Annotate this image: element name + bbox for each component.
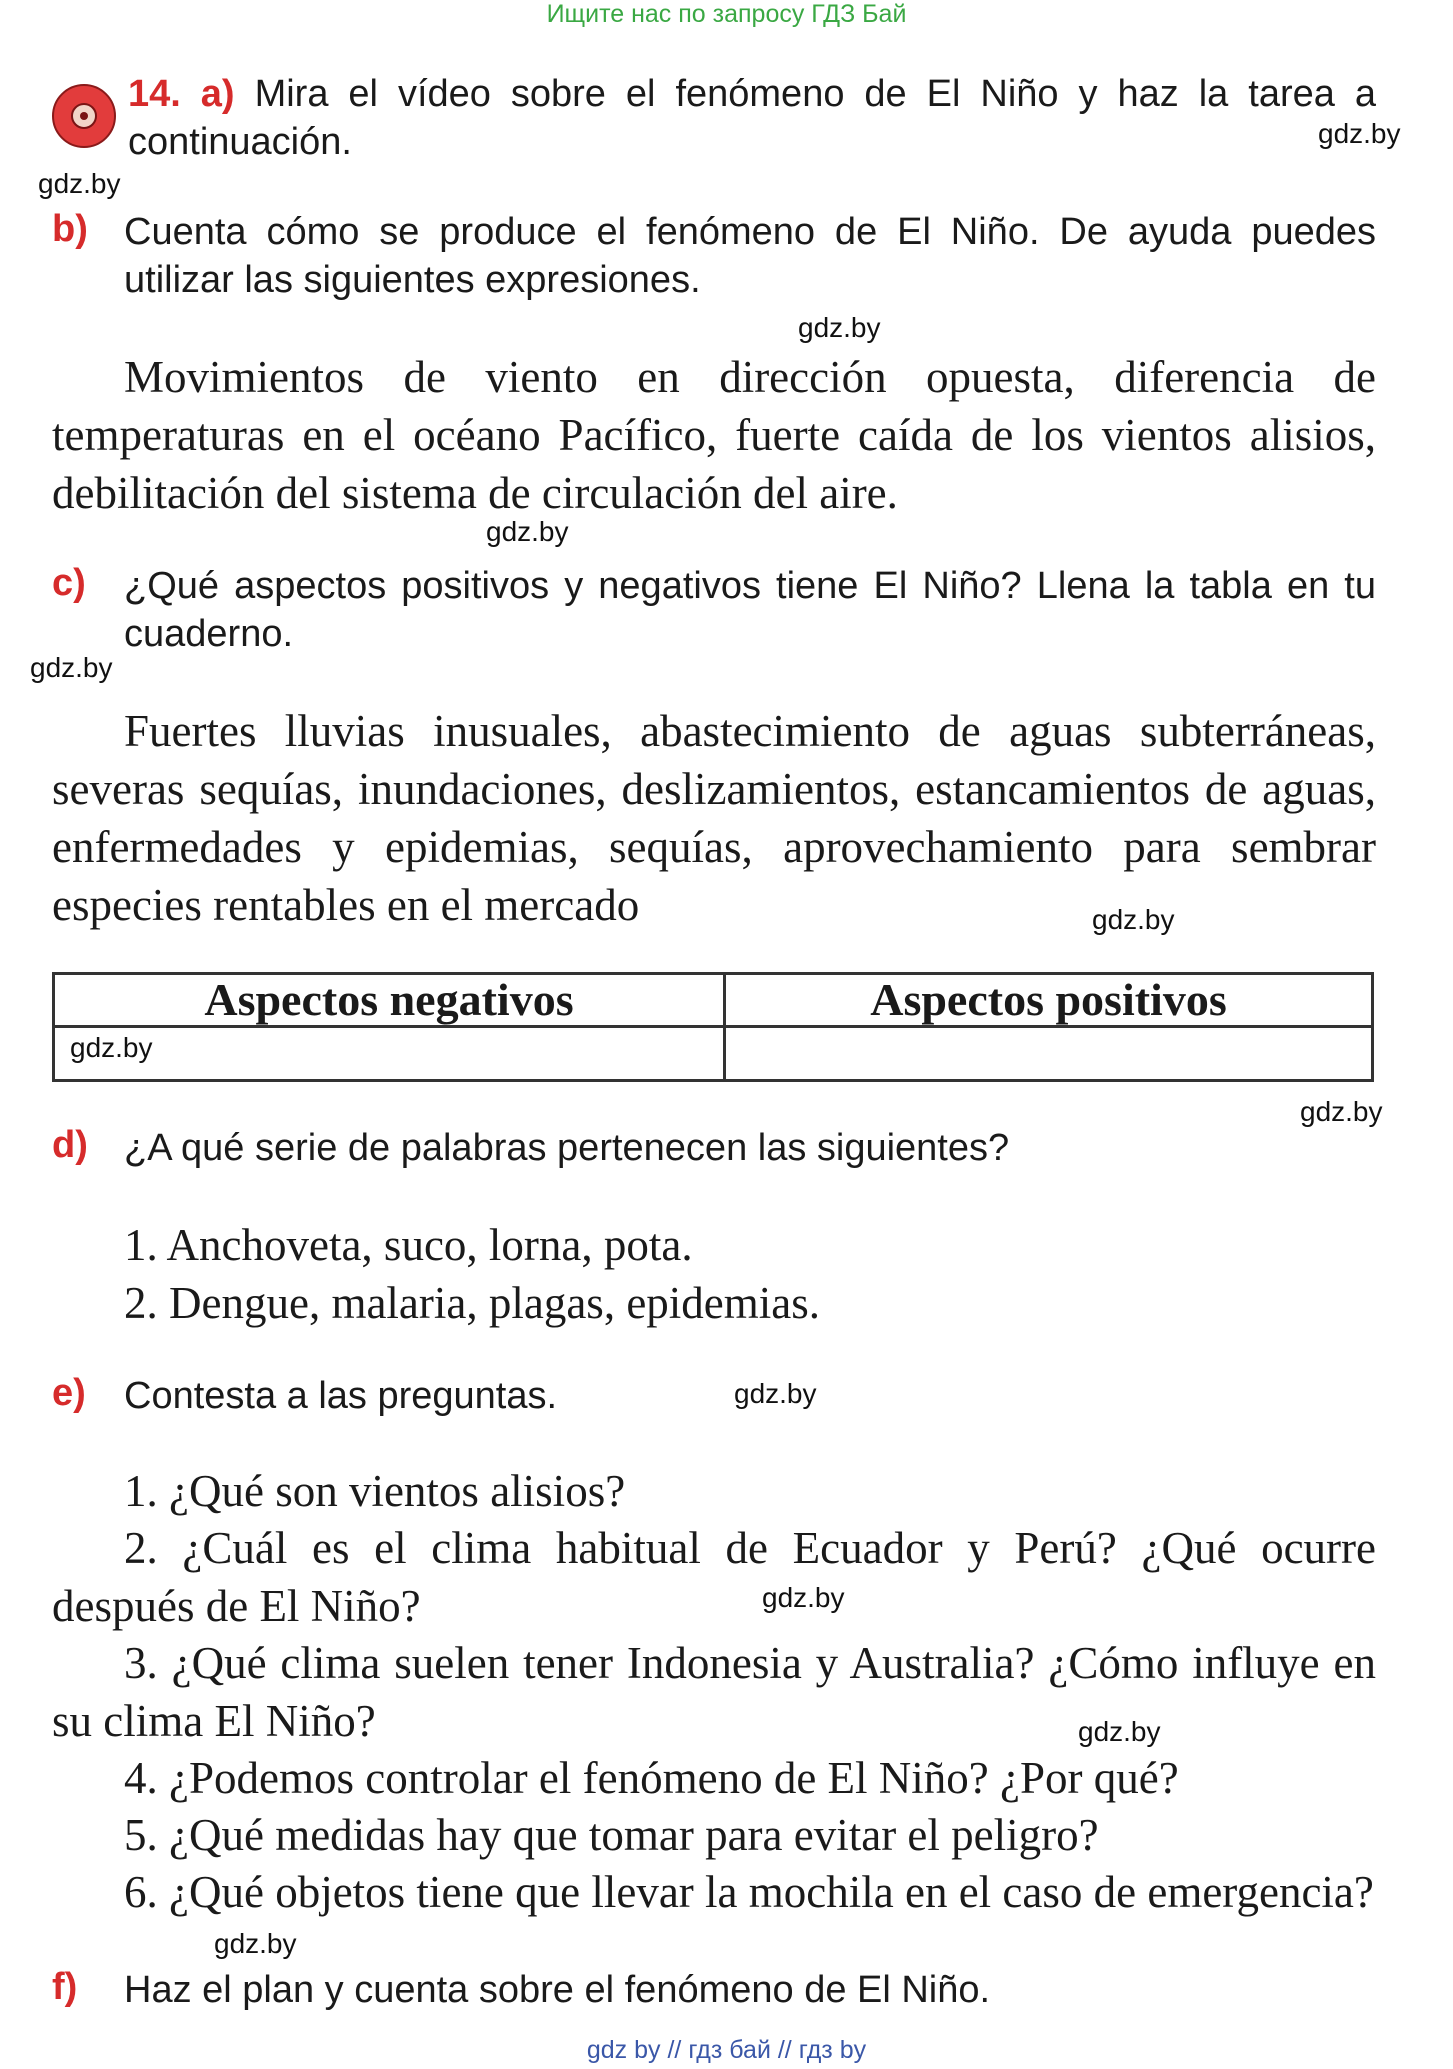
watermark: gdz.by (1078, 1716, 1161, 1747)
col-positive-header: Aspectos positivos (724, 974, 1372, 1027)
watermark: gdz.by (38, 168, 121, 199)
watermark: gdz.by (214, 1928, 297, 1959)
exercise-e-text: Contesta a las preguntas. (124, 1375, 558, 1417)
letter-a: a) (200, 73, 235, 115)
question-item: 2. ¿Cuál es el clima habitual de Ecuador y Perú? ¿Qué ocurre después de El Niño? (52, 1523, 1376, 1631)
header-search-link[interactable]: Ищите нас по запросу ГДЗ Бай (546, 0, 907, 28)
letter-c: c) (52, 562, 86, 604)
watermark: gdz.by (762, 1582, 845, 1613)
watermark: gdz.by (486, 516, 569, 547)
exercise-number: 14. (128, 73, 181, 115)
disc-hole (80, 112, 88, 120)
question-item: 1. ¿Qué son vientos alisios? (124, 1466, 626, 1516)
aspects-table (52, 972, 1374, 1082)
exercise-a (128, 70, 1376, 166)
letter-b: b) (52, 208, 88, 250)
watermark: gdz.by (70, 1032, 153, 1063)
letter-e: e) (52, 1372, 86, 1414)
question-item: 4. ¿Podemos controlar el fenómeno de El Niño? ¿Por qué? (124, 1753, 1179, 1803)
exercise-f-text: Haz el plan y cuenta sobre el fenómeno de El Niño. (124, 1969, 991, 2011)
disc-audio-video-icon[interactable] (52, 84, 116, 148)
positive-cell (724, 1027, 1372, 1081)
question-item: 5. ¿Qué medidas hay que tomar para evitar el peligro? (124, 1810, 1099, 1860)
exercise-c-words: Fuertes lluvias inusuales, abastecimiento de aguas subterráneas, severas sequías, inundaciones, deslizamientos, estancamientos de aguas, enfermedades y epidemias, sequías, aprovechamiento para sembrar especies rentables en el mercado (52, 706, 1376, 930)
question-item: 3. ¿Qué clima suelen tener Indonesia y Australia? ¿Cómo influye en su clima El Niño? (52, 1638, 1376, 1746)
watermark: gdz.by (1092, 904, 1175, 935)
exercise-b-text: Cuenta cómo se produce el fenómeno de El Niño. De ayuda puedes utilizar las siguientes expresiones. (124, 211, 1376, 301)
exercise-b-expressions: Movimientos de viento en dirección opuesta, diferencia de temperaturas en el océano Pacífico, fuerte caída de los vientos alisios, debilitación del sistema de circulación del aire. (52, 352, 1376, 518)
watermark: gdz.by (734, 1378, 817, 1409)
exercise-d-item: 2. Dengue, malaria, plagas, epidemias. (124, 1278, 821, 1328)
exercise-c-text: ¿Qué aspectos positivos y negativos tiene El Niño? Llena la tabla en tu cuaderno. (124, 565, 1376, 655)
negative-cell (54, 1027, 725, 1081)
letter-f: f) (52, 1966, 78, 2008)
col-negative-header: Aspectos negativos (54, 974, 725, 1027)
watermark: gdz.by (1318, 118, 1401, 149)
watermark: gdz.by (1300, 1096, 1383, 1127)
exercise-d-text: ¿A qué serie de palabras pertenecen las siguientes? (124, 1127, 1010, 1169)
exercise-a-text: Mira el vídeo sobre el fenómeno de El Niño y haz la tarea a continuación. (128, 73, 1376, 163)
watermark: gdz.by (30, 652, 113, 683)
watermark: gdz.by (798, 312, 881, 343)
footer-links[interactable]: gdz by // гдз бай // гдз by (586, 2036, 867, 2064)
exercise-d-item: 1. Anchoveta, suco, lorna, pota. (124, 1220, 693, 1270)
letter-d: d) (52, 1124, 88, 1166)
question-item: 6. ¿Qué objetos tiene que llevar la mochila en el caso de emergencia? (124, 1867, 1374, 1917)
